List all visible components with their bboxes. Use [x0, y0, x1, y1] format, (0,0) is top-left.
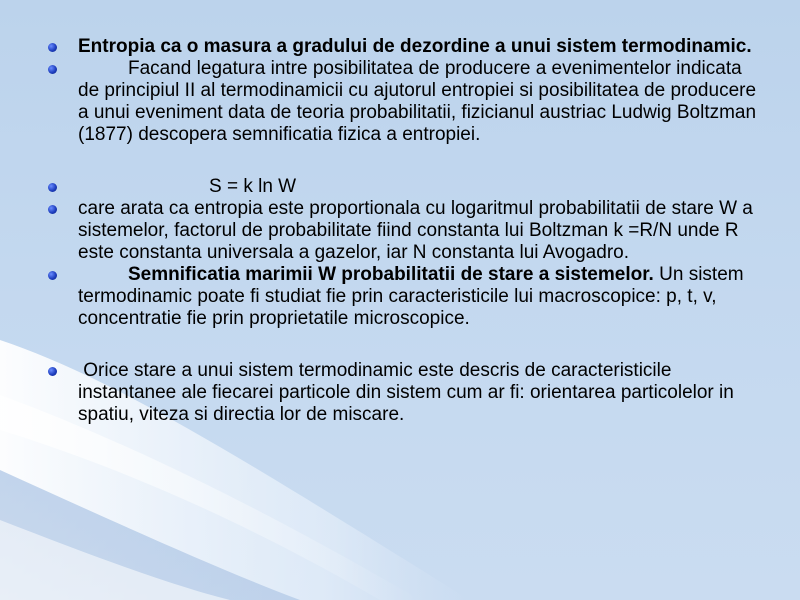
bullet-icon: [48, 65, 57, 74]
bullet-list: [48, 36, 768, 426]
bullet-icon: [48, 183, 57, 192]
item-text: care arata ca entropia este proportionala cu logaritmul probabilitatii de stare W a sistemelor, factorul de probabilitate fiind constanta lui Boltzman k =R/N unde R este constanta universala a gazelor, iar N constanta lui Avogadro.: [78, 198, 753, 263]
item-bold-text: Semnificatia marimii W probabilitatii de stare a sistemelor.: [128, 264, 654, 285]
bullet-icon: [48, 367, 57, 376]
bullet-icon: [48, 271, 57, 280]
bullet-item-boltzmann-history: [48, 58, 768, 146]
bullet-item-entropy-title: [48, 36, 768, 58]
equation-line: [78, 176, 768, 198]
item-text-content: Orice stare a unui sistem termodinamic este descris de caracteristicile instantanee ale fiecarei particole din sistem cum ar fi: orientarea particolelor in spatiu, viteza si directia lor de miscare.: [78, 360, 734, 425]
bullet-item-equation-explanation: [48, 198, 768, 264]
bullet-item-system-state: [48, 360, 768, 426]
item-text-content: Facand legatura intre posibilitatea de producere a evenimentelor indicata de principiul II al termodinamicii cu ajutorul entropiei si posibilitatea de producere a unui eveniment data de teoria probabilitatii, fizicianul austriac Ludwig Boltzman (1877) descopera semnificatia fizica a entropiei.: [78, 58, 757, 145]
item-text: [78, 264, 768, 330]
bullet-icon: [48, 205, 57, 214]
item-text: [78, 58, 768, 146]
boltzmann-equation: S = k ln W: [209, 176, 297, 197]
bullet-item-w-meaning: [48, 264, 768, 330]
item-text: [78, 360, 768, 426]
bullet-item-equation: [48, 176, 768, 198]
item-text-content: Un sistem termodinamic poate fi studiat fie prin caracteristicile lui macroscopice: p, t, v, concentratie fie prin proprietatile microscopice.: [78, 264, 744, 329]
bullet-icon: [48, 43, 57, 52]
item-bold-text: Entropia ca o masura a gradului de dezordine a unui sistem termodinamic.: [78, 36, 752, 57]
